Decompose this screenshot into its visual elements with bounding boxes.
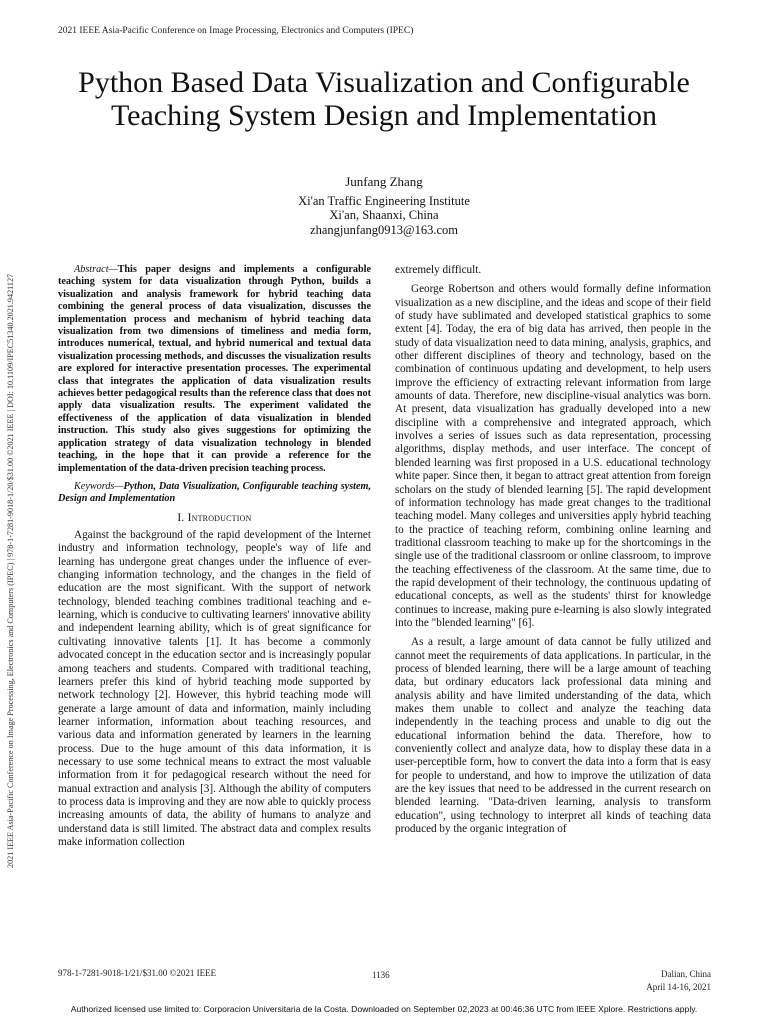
author-affiliation: Xi'an Traffic Engineering Institute — [298, 193, 470, 208]
author-email[interactable]: zhangjunfang0913@163.com — [310, 222, 458, 237]
license-notice: Authorized licensed use limited to: Corporacion Universitaria de la Costa. Downloaded on September 02,2023 at 00:46:36 UTC from IEEE Xplore. Restrictions apply. — [70, 1004, 698, 1014]
section-number: I. — [177, 511, 185, 524]
section-heading-introduction — [58, 512, 371, 525]
section-title: Introduction — [187, 511, 252, 524]
title-line-1: Python Based Data Visualization and Configurable — [78, 66, 690, 99]
conference-header: 2021 IEEE Asia-Pacific Conference on Image Processing, Electronics and Computers (IPEC) — [58, 26, 414, 36]
left-column — [58, 264, 371, 855]
abstract-text: This paper designs and implements a configurable teaching system for data visualization through Python, builds a visualization and analysis framework for hybrid teaching data combining the general process of data visualization, discusses the implementation process and mechanism of hybrid teaching data visualization from two dimensions of timeliness and media form, introduces numerical, textual, and hybrid numerical and textual data visualization processing methods, and discusses the visualization results are explored for interactive presentation processes. The experimental class that integrates the application of data visualization results achieves better pedagogical results than the reference class that does not apply data visualization results. The experiment validated the effectiveness of the application of data visualization in blended instruction. This study also gives suggestions for optimizing the application strategy of data visualization technology in blended teaching, in the hope that it can provide a reference for the implementation of the data-driven precision teaching process. — [58, 264, 371, 474]
author-name: Junfang Zhang — [345, 174, 423, 189]
author-location: Xi'an, Shaanxi, China — [329, 208, 439, 222]
footer-date: April 14-16, 2021 — [646, 982, 711, 992]
keywords-text: Python, Data Visualization, Configurable teaching system, Design and Implementation — [58, 480, 371, 505]
body-paragraph: As a result, a large amount of data cannot be fully utilized and cannot meet the requirements of data applications. In particular, in the process of blended learning, there will be a large amount of teaching data, but ordinary educators lack professional data mining and analysis ability and have limited understanding of the data, which makes them unable to collect and analyze the teaching data independently in the teaching process and unable to dig out the educational information behind the data. Therefore, how to conveniently collect and analyze data, how to display these data in a user-perceptible form, how to convert the data into a form that is easy for people to understand, and how to improve the utilization of data are the key issues that need to be addressed in the current research on blended learning. "Data-driven learning, analysis to transform education", using technology to interpret all kinds of teaching data produced by the organic integration of — [395, 636, 711, 836]
continued-text: extremely difficult. — [395, 264, 482, 276]
footer-isbn: 978-1-7281-9018-1/21/$31.00 ©2021 IEEE — [58, 968, 217, 978]
abstract — [58, 264, 371, 475]
keywords — [58, 481, 371, 506]
footer-place: Dalian, China — [661, 969, 711, 979]
intro-paragraph: Against the background of the rapid development of the Internet industry and information technology, people's way of life and learning has undergone great changes under the influence of ever-changing information technology, and the changes in the field of education are the most significant. With the support of network technology, blended teaching combines traditional teaching and e-learning, which is conducive to cultivating learners' innovative ability and independent learning ability, which is of great significance for cultivating innovative talents [1]. It has become a commonly advocated concept in the education sector and is increasingly popular among teachers and students. Compared with traditional teaching, learners prefer this kind of hybrid teaching mode supported by network technology [2]. However, this hybrid teaching mode will generate a large amount of data and information, mainly including learner information, information about teaching resources, and various data and information generated by learners in the learning process. Due to the huge amount of this data information, it is necessary to use some technical means to extract the most valuable information from it for pedagogical research without the need for manual extraction and analysis [3]. Although the ability of computers to process data is improving and they are now able to quickly process increasing amounts of data, the ability of humans to analyze and understand data is still limited. The abstract data and complex results make information collection — [58, 529, 371, 848]
keywords-label: Keywords— — [74, 480, 124, 492]
side-identifier-strip: 2021 IEEE Asia-Pacific Conference on Image Processing, Electronics and Computers (IPEC) | 978-1-7281-9018-1/20/$31.00 ©2021 IEEE | DOI: 10.1109/IPEC51340.2021.9421127 — [6, 273, 15, 868]
author-block — [0, 175, 768, 237]
title-line-2: Teaching System Design and Implementation — [110, 99, 658, 132]
footer-venue — [646, 968, 711, 994]
right-column — [395, 264, 711, 842]
paper-title — [40, 66, 728, 132]
page-number: 1136 — [372, 970, 390, 980]
abstract-label: Abstract— — [74, 264, 118, 275]
body-paragraph: George Robertson and others would formally define information visualization as a new discipline, and the ideas and scope of their field of study have sublimated and developed statistical graphics to some extent [4]. Today, the era of big data has arrived, then people in the study of data visualization need to data mining, analysis, graphics, and other different disciplines of theory and technology, based on the combination of continuous updating and development, to help users improve the efficiency of extracting relevant information from large amounts of data. Therefore, new discipline-visual analytics was born. At present, data visualization has gradually developed into a new discipline with a comprehensive and integrated approach, which involves a series of issues such as data representation, processing algorithms, display methods, and user interface. The concept of blended learning was first proposed in a U.S. educational technology white paper. Since then, it began to attract great attention from foreign scholars on the study of blended learning [5]. The rapid development of information technology has made great changes to the traditional teaching model. Many colleges and universities apply hybrid teaching to the practice of teaching reform, combining online learning and traditional classroom teaching to make up for the shortcomings in the single use of the traditional classroom or online classroom, to improve the teaching effectiveness of the classroom. At the same time, due to the rapid development of their technology, the continuous updating of educational concepts, as well as the students' thirst for knowledge continues to increase, making pure e-learning is also slowly integrated into the "blended learning" [6]. — [395, 283, 711, 629]
